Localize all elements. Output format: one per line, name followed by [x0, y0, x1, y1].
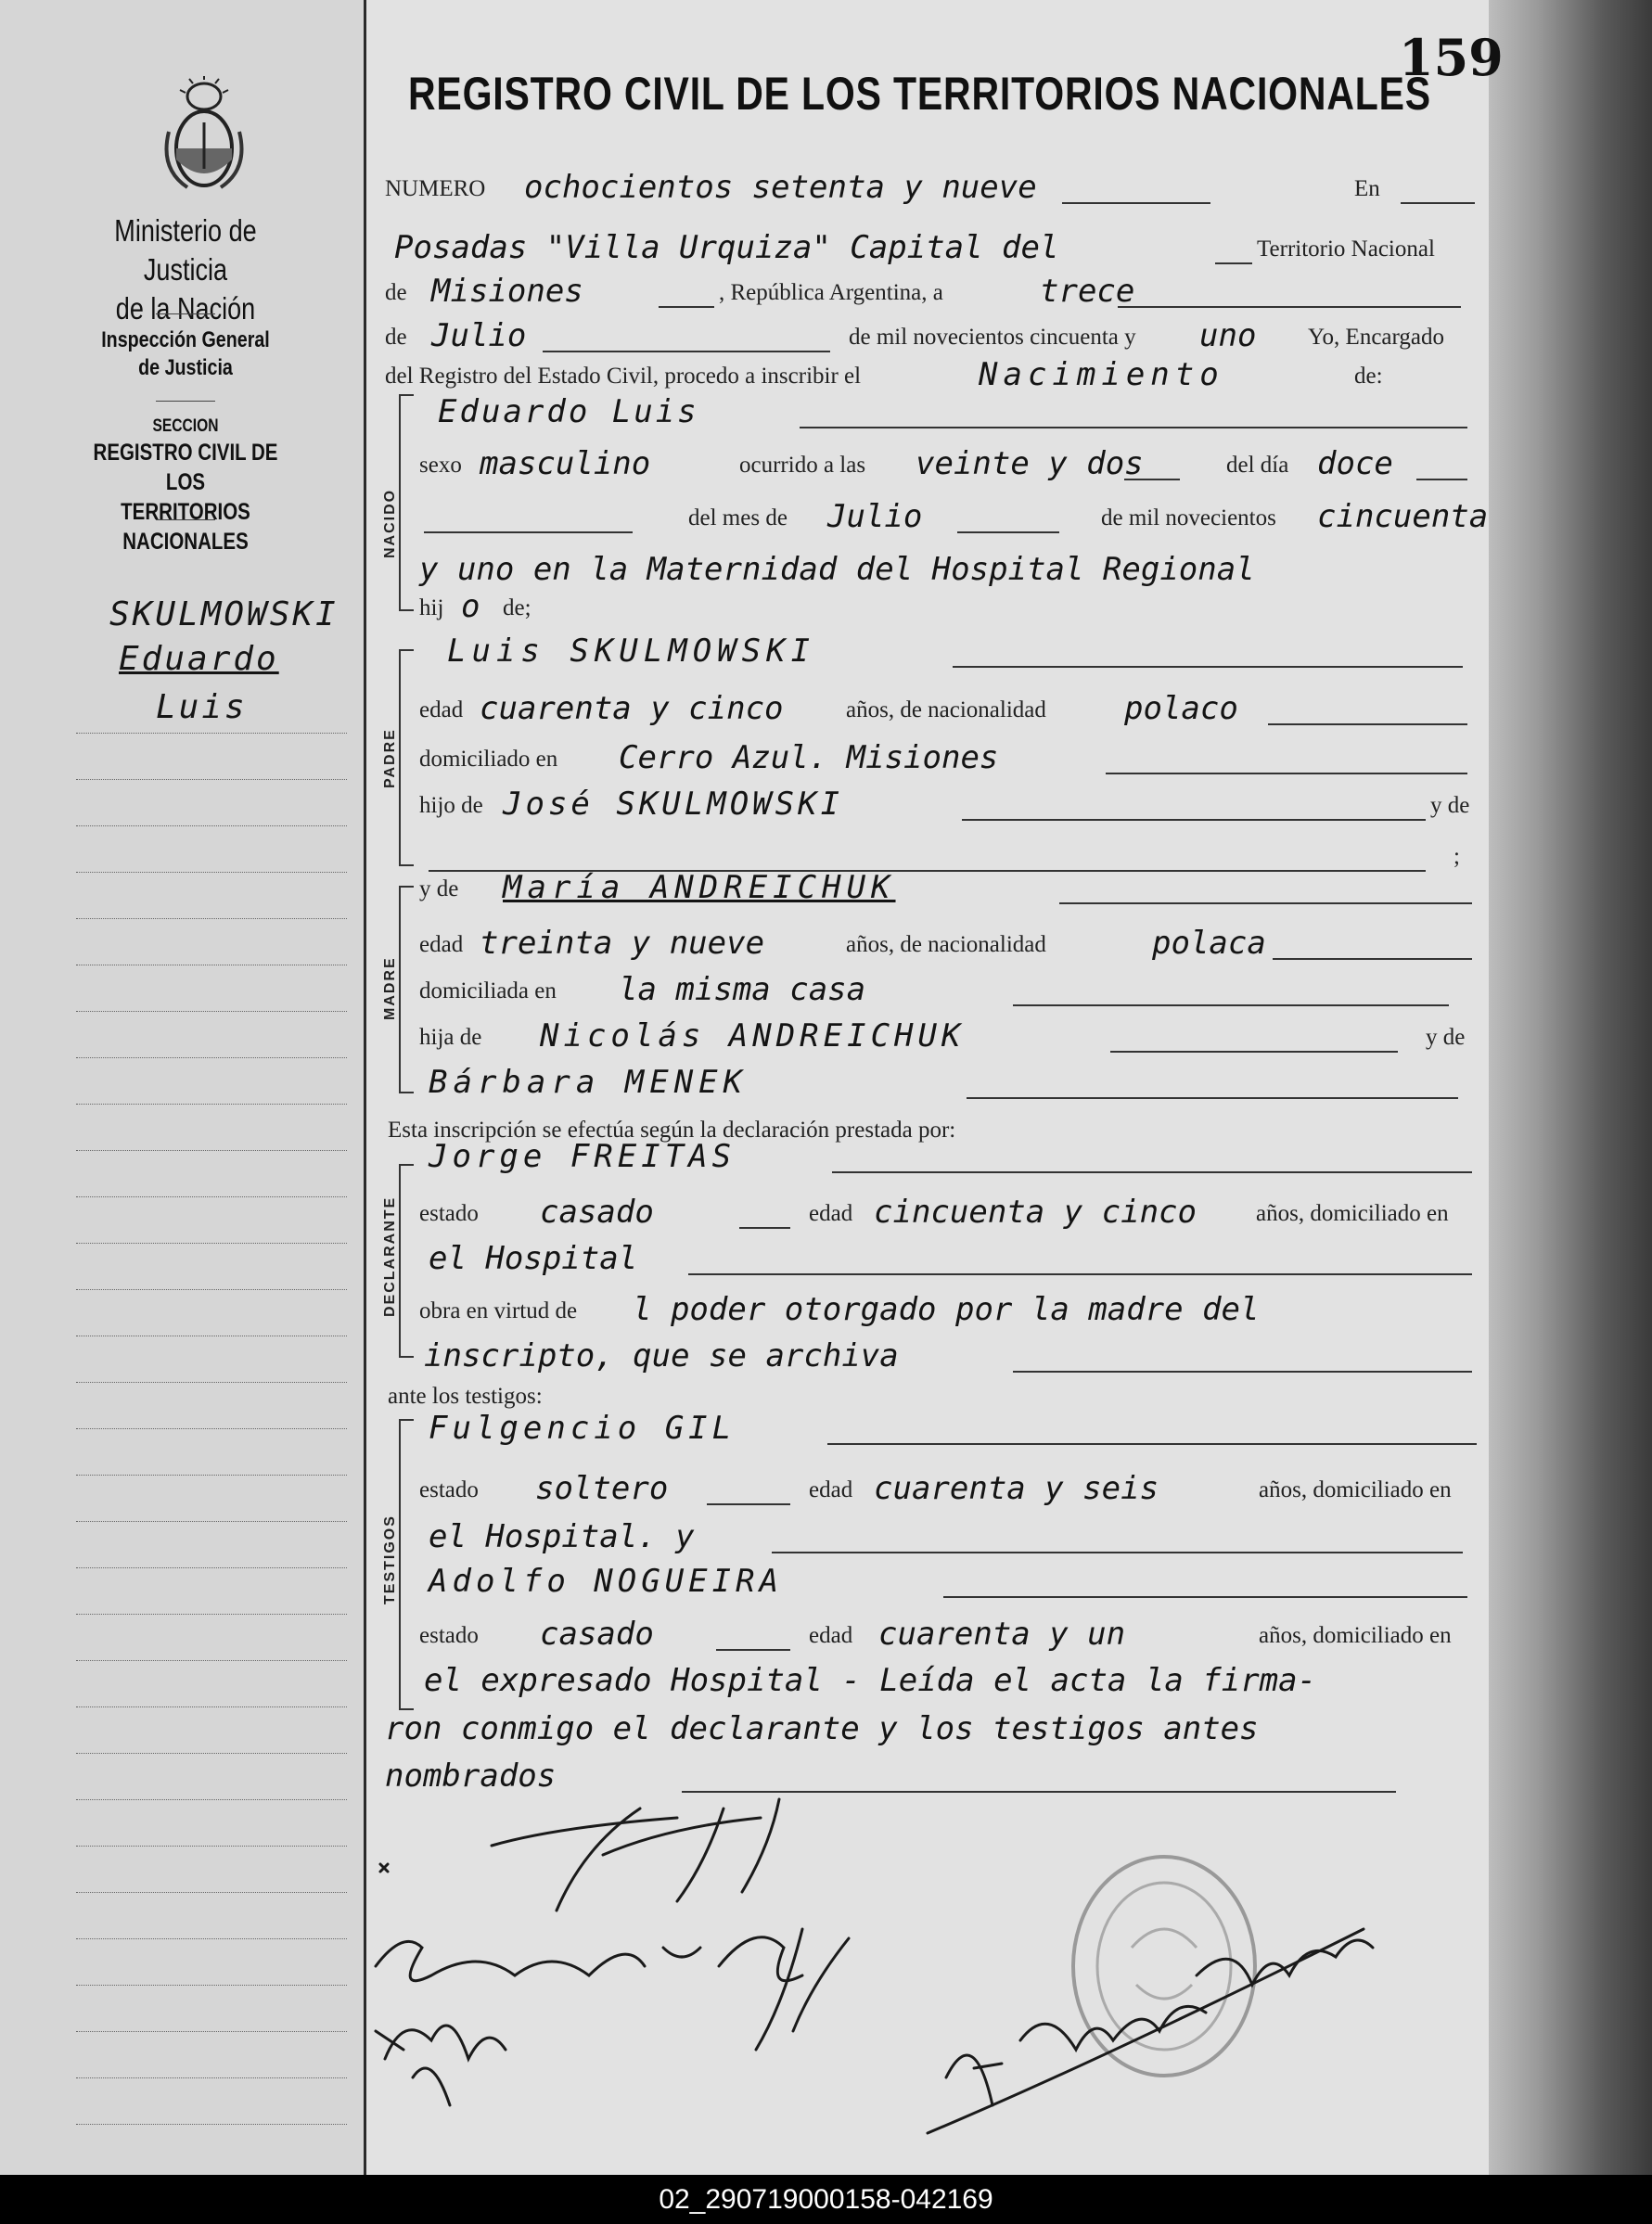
fill-line [827, 1443, 1477, 1445]
numero-value: ochocientos setenta y nueve [524, 169, 1037, 206]
fill-line [962, 819, 1426, 821]
margin-ruled-line [76, 1892, 347, 1893]
row-padre-hijo [419, 784, 1475, 826]
coat-of-arms-icon [160, 76, 249, 193]
margin-ruled-line [76, 1660, 347, 1661]
madre-domicilio-label: domiciliada en [419, 978, 557, 1003]
witness2-estado-value: casado [540, 1616, 654, 1653]
republica-label: , República Argentina, a [719, 280, 943, 305]
madre-domicilio-value: la misma casa [619, 971, 866, 1008]
de-colon: de: [1354, 364, 1383, 389]
fill-line [1106, 773, 1467, 774]
padre-domicilio-label: domiciliado en [419, 747, 558, 772]
fill-line [772, 1552, 1463, 1553]
act-type-value: Nacimiento [979, 356, 1224, 393]
declarante-estado-value: casado [540, 1194, 654, 1231]
padre-y-de: y de [1430, 793, 1470, 818]
nacido-year-label: de mil novecientos [1101, 505, 1276, 530]
row-closing-1 [385, 1708, 1475, 1751]
margin-given-name-2: Luis [156, 688, 248, 726]
margin-column [0, 0, 366, 2175]
margin-given-name: Eduardo [119, 640, 279, 678]
fill-line [1124, 479, 1180, 480]
declarante-edad-label: edad [809, 1201, 853, 1226]
madre-hija-label: hija de [419, 1025, 482, 1050]
witness2-domicilio-label: años, domiciliado en [1259, 1623, 1452, 1648]
nacido-bracket [399, 394, 414, 611]
dia-label: del día [1226, 453, 1289, 478]
madre-nacionalidad-label: años, de nacionalidad [846, 932, 1046, 957]
row-madre-edad [419, 923, 1475, 965]
book-binding [1489, 0, 1652, 2175]
margin-ruled-line [76, 872, 347, 873]
margin-ruled-line [76, 1428, 347, 1429]
row-padre-name [419, 631, 1475, 673]
registro-text: del Registro del Estado Civil, procedo a inscribir el [385, 364, 862, 389]
padre-name: Luis SKULMOWSKI [447, 633, 816, 670]
fill-line [1110, 1051, 1398, 1053]
row-madre-domicilio [419, 969, 1475, 1012]
sexo-value: masculino [480, 445, 651, 482]
margin-ruled-line [76, 1799, 347, 1800]
madre-father-value: Nicolás ANDREICHUK [540, 1017, 966, 1054]
margin-ruled-line [76, 1521, 347, 1522]
year-label: de mil novecientos cincuenta y [849, 325, 1136, 350]
declarante-obra-label: obra en virtud de [419, 1298, 578, 1323]
fill-line [688, 1273, 1472, 1275]
fill-line [1215, 262, 1252, 264]
witness2-edad-label: edad [809, 1623, 853, 1648]
declarante-domicilio-label: años, domiciliado en [1256, 1201, 1449, 1226]
witness1-domicilio-label: años, domiciliado en [1259, 1477, 1452, 1502]
margin-ruled-line [76, 1382, 347, 1383]
margin-surname: SKULMOWSKI [109, 595, 339, 633]
mes-label: del mes de [688, 505, 788, 530]
margin-ruled-line [76, 1243, 347, 1244]
margin-ruled-line [76, 779, 347, 780]
witness1-edad-value: cuarenta y seis [874, 1470, 1159, 1507]
footer-id-bar [0, 2175, 1652, 2224]
testigos-bracket [399, 1419, 414, 1710]
row-hij [419, 586, 1475, 629]
fill-line [1013, 1371, 1472, 1373]
row-witness2-domicilio [419, 1660, 1475, 1703]
witness1-edad-label: edad [809, 1477, 853, 1502]
day-value: doce [1317, 445, 1393, 482]
padre-nacionalidad-value: polaco [1124, 690, 1238, 727]
divider [156, 401, 215, 402]
row-witness2-estado [419, 1614, 1475, 1656]
row-mes [419, 496, 1489, 539]
margin-ruled-line [76, 1614, 347, 1615]
padre-section-label: PADRE [382, 728, 398, 788]
padre-edad-label: edad [419, 697, 464, 722]
ocurrido-label: ocurrido a las [739, 453, 866, 478]
margin-ruled-line [76, 1196, 347, 1197]
declarante-domicilio-value: el Hospital [429, 1240, 638, 1277]
territorio-label: Territorio Nacional [1257, 236, 1435, 262]
row-declarante-estado [419, 1192, 1475, 1234]
madre-y-de: y de [1426, 1025, 1466, 1050]
fill-line [957, 531, 1059, 533]
witness1-name: Fulgencio GIL [429, 1410, 736, 1447]
hij-value: o [461, 588, 480, 625]
witness1-estado-label: estado [419, 1477, 479, 1502]
fill-line [832, 1171, 1472, 1173]
row-territory [385, 271, 1475, 313]
margin-ruled-line [76, 1475, 347, 1476]
row-declarante-obra-2 [419, 1336, 1475, 1378]
fill-line [716, 1649, 790, 1651]
margin-ruled-line [76, 1011, 347, 1012]
encargado-label: Yo, Encargado [1308, 325, 1444, 350]
witness-signature [366, 1911, 960, 2133]
numero-label: NUMERO [385, 176, 486, 201]
place-value: Posadas "Villa Urquiza" Capital del [394, 229, 1059, 266]
divider [156, 313, 215, 314]
fill-line [1401, 202, 1475, 204]
section-title: SECCION REGISTRO CIVIL DE LOS TERRITORIOS NACIONALES [93, 416, 278, 555]
row-witness2-name [419, 1561, 1475, 1604]
row-madre-name [419, 867, 1475, 910]
padre-hijo-label: hijo de [419, 793, 483, 818]
margin-ruled-line [76, 2077, 347, 2078]
birth-place-value: y uno en la Maternidad del Hospital Regional [419, 551, 1255, 588]
row-nacido-name [419, 391, 1475, 434]
closing-line-1: ron conmigo el declarante y los testigos antes [385, 1710, 1259, 1747]
divider [156, 519, 215, 520]
margin-ruled-line [76, 2124, 347, 2125]
declarante-name: Jorge FREITAS [429, 1138, 736, 1175]
row-witness1-estado [419, 1468, 1475, 1511]
declarante-section-label: DECLARANTE [382, 1195, 398, 1317]
territory-value: Misiones [431, 273, 583, 310]
row-numero [385, 167, 1475, 210]
declarante-intro: Esta inscripción se efectúa según la declaración prestada por: [388, 1118, 956, 1143]
margin-ruled-line [76, 1938, 347, 1939]
declarante-obra-value-2: inscripto, que se archiva [424, 1337, 899, 1374]
fill-line [659, 306, 714, 308]
en-label: En [1354, 176, 1380, 201]
margin-ruled-line [76, 1985, 347, 1986]
ministry-title: Ministerio de Justicia de la Nación [114, 213, 257, 326]
month-value: Julio [431, 317, 527, 354]
madre-nacionalidad-value: polaca [1152, 925, 1266, 962]
row-sexo [419, 443, 1475, 486]
padre-nacionalidad-label: años, de nacionalidad [846, 697, 1046, 722]
madre-edad-label: edad [419, 932, 464, 957]
row-place [385, 227, 1475, 270]
fill-line [1013, 1004, 1449, 1006]
fill-line [1273, 958, 1472, 960]
de-label: de [385, 280, 407, 305]
nacido-name: Eduardo Luis [438, 393, 699, 430]
madre-section-label: MADRE [382, 956, 398, 1020]
madre-bracket [399, 886, 414, 1093]
margin-ruled-line [76, 1150, 347, 1151]
margin-ruled-line [76, 1567, 347, 1568]
inspection-title: Inspección General de Justicia [101, 327, 270, 380]
fill-line [800, 427, 1467, 428]
padre-bracket [399, 649, 414, 866]
hij-de-label: de; [503, 595, 531, 620]
year-value: uno [1199, 317, 1257, 354]
madre-name: María ANDREICHUK [503, 869, 896, 906]
padre-father-value: José SKULMOWSKI [503, 786, 844, 823]
hour-value: veinte y dos [916, 445, 1144, 482]
declarante-obra-value: l poder otorgado por la madre del [633, 1291, 1260, 1328]
testigos-intro: ante los testigos: [388, 1384, 543, 1409]
witness2-domicilio-value: el expresado Hospital - Leída el acta la firma- [424, 1662, 1317, 1699]
fill-line [1118, 306, 1461, 308]
fill-line [739, 1227, 790, 1229]
declarante-estado-label: estado [419, 1201, 479, 1226]
declarant-signature [371, 1790, 853, 1920]
declarante-bracket [399, 1164, 414, 1358]
testigos-section-label: TESTIGOS [382, 1515, 398, 1604]
margin-ruled-line [76, 1846, 347, 1847]
row-madre-hija [419, 1016, 1475, 1058]
margin-ruled-line [76, 733, 347, 734]
fill-line [943, 1596, 1467, 1598]
fill-line [543, 351, 830, 352]
madre-mother-value: Bárbara MENEK [429, 1064, 749, 1101]
margin-ruled-line [76, 2031, 347, 2032]
fill-line [1059, 902, 1472, 904]
fill-line [967, 1097, 1458, 1099]
madre-y-de-label: y de [419, 876, 459, 901]
birth-month-value: Julio [827, 498, 923, 535]
padre-edad-value: cuarenta y cinco [480, 690, 784, 727]
margin-ruled-line [76, 918, 347, 919]
row-declarante-obra [419, 1289, 1475, 1332]
row-declarante-domicilio [419, 1238, 1475, 1281]
margin-ruled-line [76, 1706, 347, 1707]
fill-line [707, 1503, 790, 1505]
fill-line [1268, 723, 1467, 725]
padre-domicilio-value: Cerro Azul. Misiones [619, 739, 999, 776]
witness2-name: Adolfo NOGUEIRA [429, 1563, 784, 1600]
row-declarante-name [419, 1136, 1475, 1179]
witness2-estado-label: estado [419, 1623, 479, 1648]
birth-year-value: cincuenta [1317, 498, 1489, 535]
footer-id: 02_290719000158-042169 [659, 2184, 993, 2215]
margin-ruled-line [76, 1057, 347, 1058]
officer-signature [918, 1911, 1401, 2152]
fill-line [1062, 202, 1210, 204]
row-padre-domicilio [419, 737, 1475, 780]
margin-ruled-line [76, 1289, 347, 1290]
page-number: 159 [1399, 28, 1504, 87]
row-padre-edad [419, 688, 1475, 731]
row-madre-mother [419, 1062, 1475, 1105]
nacido-section-label: NACIDO [382, 488, 398, 558]
fill-line [953, 666, 1463, 668]
madre-edad-value: treinta y nueve [480, 925, 765, 962]
witness2-edad-value: cuarenta y un [878, 1616, 1126, 1653]
witness1-domicilio-value: el Hospital. y [429, 1518, 695, 1555]
register-title: REGISTRO CIVIL DE LOS TERRITORIOS NACIONALES [408, 68, 1431, 120]
declarante-edad-value: cincuenta y cinco [874, 1194, 1197, 1231]
padre-semicolon: ; [1454, 844, 1460, 869]
margin-ruled-line [76, 825, 347, 826]
fill-line [424, 531, 633, 533]
day-value: trece [1040, 273, 1135, 310]
closing-line-2: nombrados [385, 1757, 557, 1795]
margin-ruled-line [76, 1104, 347, 1105]
de-label-2: de [385, 325, 407, 350]
sexo-label: sexo [419, 453, 462, 478]
hij-label: hij [419, 595, 444, 620]
witness1-estado-value: soltero [535, 1470, 669, 1507]
margin-ruled-line [76, 1753, 347, 1754]
row-date [385, 315, 1475, 358]
fill-line [1416, 479, 1467, 480]
row-witness1-domicilio [419, 1516, 1475, 1559]
row-witness1-name [419, 1408, 1475, 1451]
